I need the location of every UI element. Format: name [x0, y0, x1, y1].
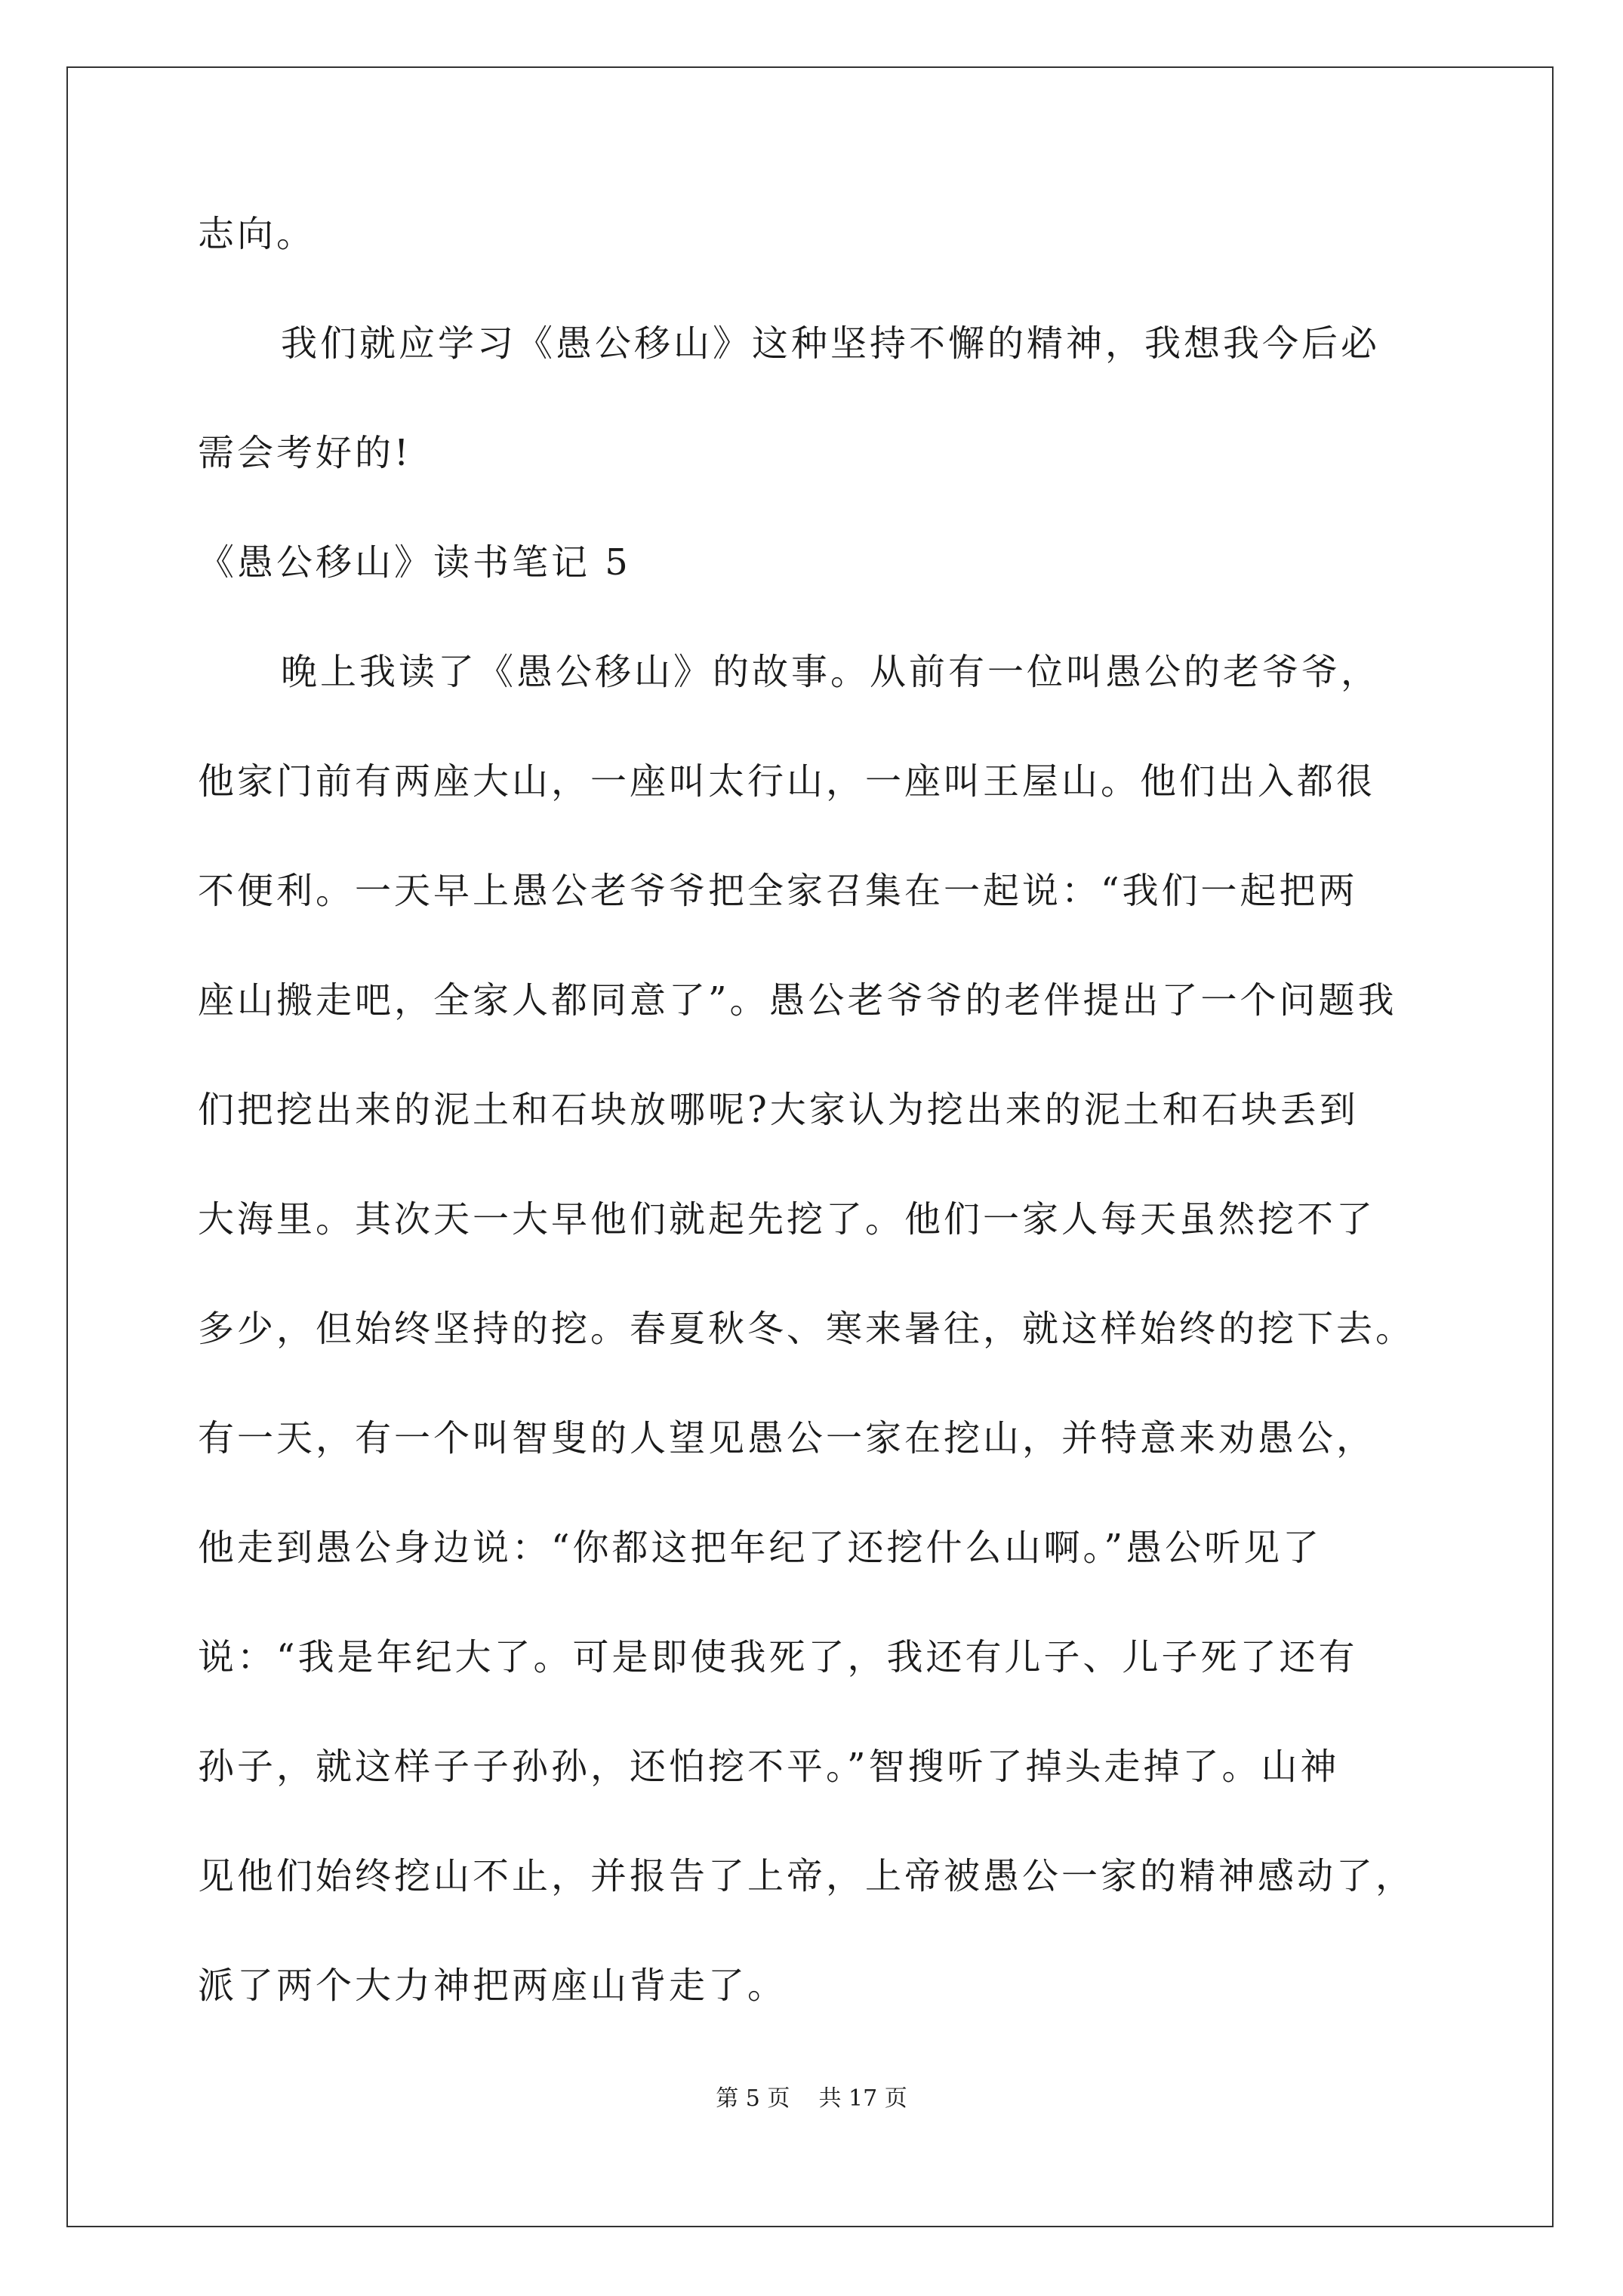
text-line: 晚上我读了《愚公移山》的故事。从前有一位叫愚公的老爷爷，	[281, 651, 1381, 693]
text-line: 大海里。其次天一大早他们就起先挖了。他们一家人每天虽然挖不了	[198, 1198, 1376, 1240]
text-line: 说：“我是年纪大了。可是即使我死了，我还有儿子、儿子死了还有	[198, 1636, 1358, 1678]
text-line: 他家门前有两座大山，一座叫太行山，一座叫王屋山。他们出入都很	[198, 760, 1376, 803]
text-line: 需会考好的!	[198, 432, 412, 474]
text-line: 派了两个大力神把两座山背走了。	[198, 1965, 787, 2007]
text-line: 志向。	[198, 213, 316, 255]
page-footer: 第 5 页 共 17 页	[716, 2085, 907, 2112]
section-heading: 《愚公移山》读书笔记 5	[198, 541, 631, 584]
text-line: 他走到愚公身边说：“你都这把年纪了还挖什么山啊。”愚公听见了	[198, 1527, 1323, 1569]
text-line: 见他们始终挖山不止，并报告了上帝，上帝被愚公一家的精神感动了，	[198, 1855, 1415, 1897]
text-line: 孙子，就这样子子孙孙，还怕挖不平。”智搜听了掉头走掉了。山神	[198, 1746, 1340, 1788]
page-border	[66, 66, 1554, 2227]
text-line: 不便利。一天早上愚公老爷爷把全家召集在一起说：“我们一起把两	[198, 870, 1358, 912]
text-line: 们把挖出来的泥土和石块放哪呢?大家认为挖出来的泥土和石块丢到	[198, 1089, 1359, 1131]
text-line: 座山搬走吧，全家人都同意了”。愚公老爷爷的老伴提出了一个问题我	[198, 979, 1397, 1022]
text-line: 多少，但始终坚持的挖。春夏秋冬、寒来暑往，就这样始终的挖下去。	[198, 1308, 1415, 1350]
text-line: 有一天，有一个叫智叟的人望见愚公一家在挖山，并特意来劝愚公，	[198, 1417, 1376, 1459]
text-line: 我们就应学习《愚公移山》这种坚持不懈的精神，我想我今后必	[281, 322, 1381, 365]
